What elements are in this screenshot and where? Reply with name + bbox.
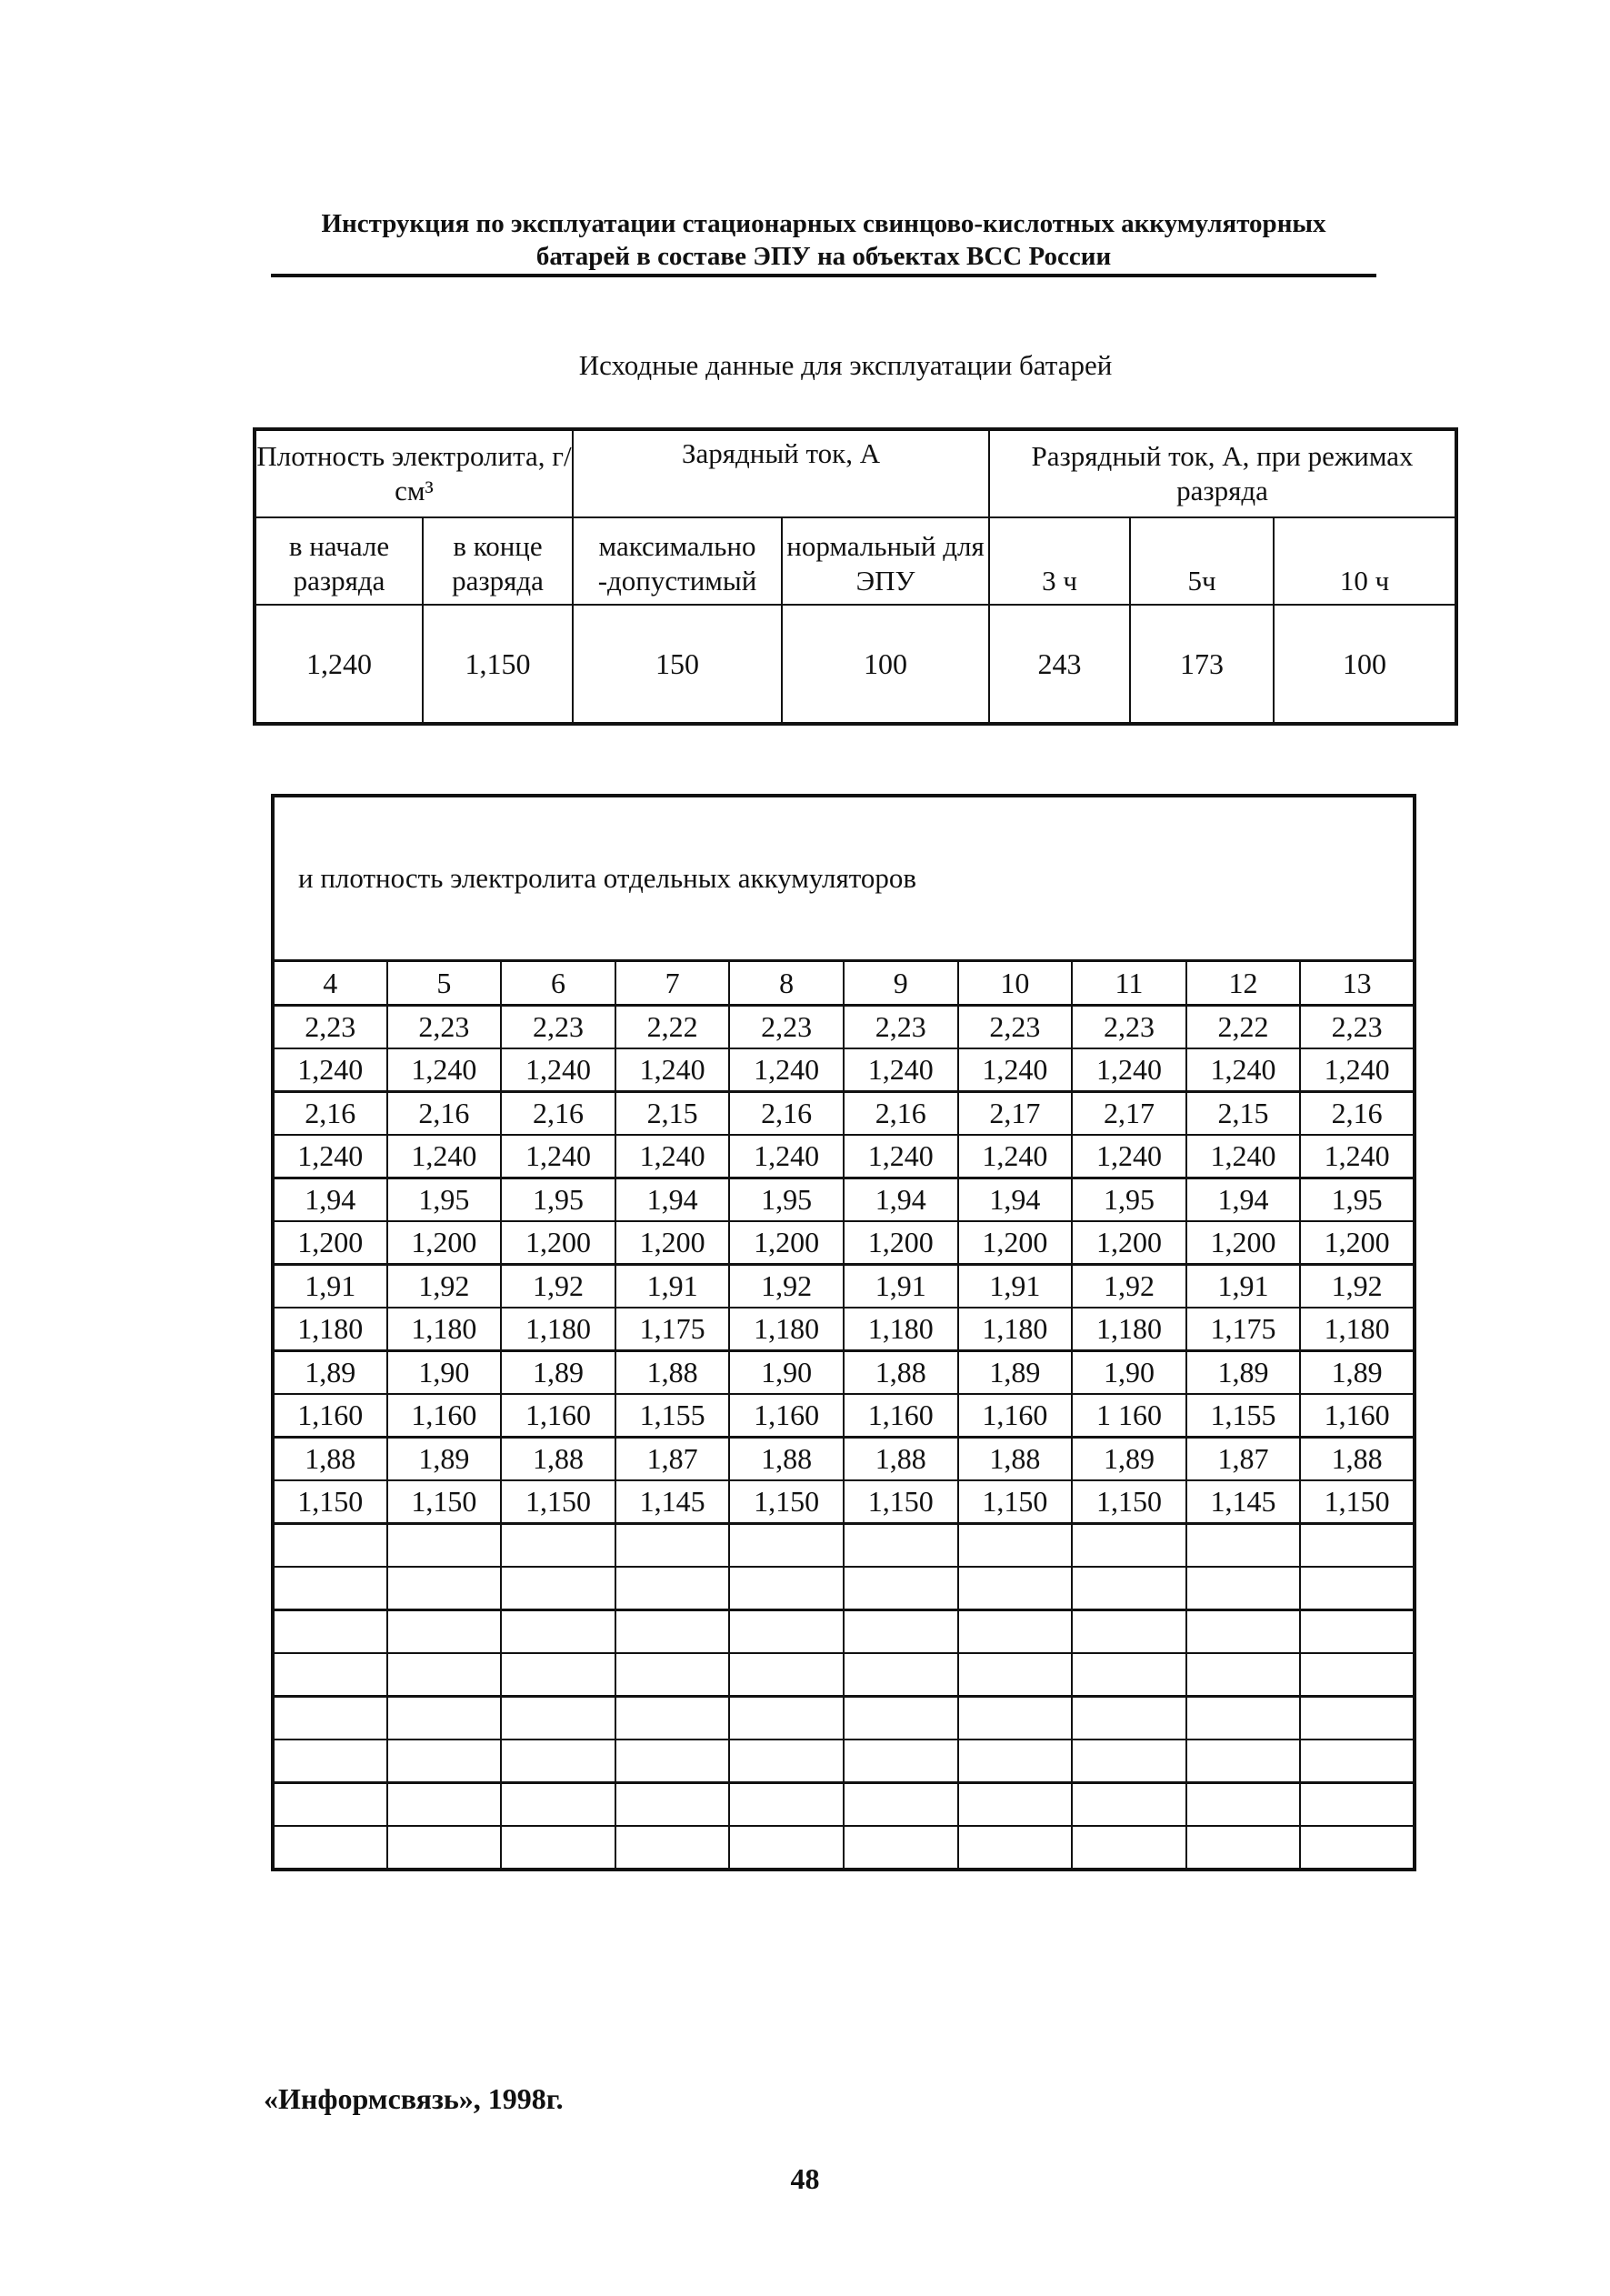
table-cell: 2,23 [501,1006,615,1049]
column-header: 9 [844,961,958,1006]
table-cell: 1,155 [1186,1394,1301,1438]
table-cell: 2,23 [387,1006,502,1049]
voltage-row [273,1351,1415,1395]
table-cell: 1,200 [958,1221,1073,1265]
table-cell: 2,15 [615,1092,730,1136]
table-cell: 1,95 [501,1178,615,1222]
table-cell: 1,240 [844,1048,958,1092]
table-cell: 1,150 [387,1480,502,1524]
table-cell: 1,240 [1072,1048,1186,1092]
header-divider [271,274,1376,277]
table-cell: 1,150 [1072,1480,1186,1524]
sub-header-10h: 10 ч [1274,517,1456,605]
empty-cell [729,1826,844,1870]
empty-row [273,1567,1415,1610]
table-cell: 2,23 [958,1006,1073,1049]
empty-cell [273,1783,387,1827]
sub-header-end: в конце разряда [423,517,573,605]
table-cell: 2,23 [844,1006,958,1049]
table-cell: 1,180 [501,1308,615,1351]
empty-row [273,1610,1415,1654]
density-row [273,1135,1415,1178]
table-cell: 1,89 [1072,1438,1186,1481]
density-row [273,1308,1415,1351]
empty-cell [729,1740,844,1783]
empty-cell [387,1826,502,1870]
table-cell: 1,90 [1072,1351,1186,1395]
empty-cell [615,1653,730,1697]
empty-cell [729,1610,844,1654]
table-cell: 1,240 [615,1048,730,1092]
table-cell: 1,145 [1186,1480,1301,1524]
empty-cell [844,1697,958,1740]
table-cell: 1,89 [273,1351,387,1395]
empty-cell [615,1740,730,1783]
table-cell: 1,240 [958,1048,1073,1092]
empty-cell [844,1783,958,1827]
empty-cell [958,1826,1073,1870]
empty-cell [273,1524,387,1568]
table-cell: 1,240 [387,1135,502,1178]
table-cell: 1,200 [1300,1221,1415,1265]
empty-cell [273,1697,387,1740]
table-cell: 1,150 [844,1480,958,1524]
charge-group-header: Зарядный ток, А [573,429,989,517]
table-cell: 2,16 [729,1092,844,1136]
table-cell: 1,180 [1072,1308,1186,1351]
table-cell: 1,88 [615,1351,730,1395]
empty-cell [729,1567,844,1610]
empty-cell [387,1697,502,1740]
empty-cell [958,1524,1073,1568]
empty-cell [387,1783,502,1827]
table-cell: 1,175 [615,1308,730,1351]
table-cell: 1,95 [1072,1178,1186,1222]
value-density-end: 1,150 [423,605,573,724]
column-header: 4 [273,961,387,1006]
empty-row [273,1740,1415,1783]
value-discharge-10h: 100 [1274,605,1456,724]
table-cell: 1,88 [273,1438,387,1481]
table-cell: 1,160 [1300,1394,1415,1438]
voltage-row [273,1438,1415,1481]
table-cell: 1,88 [844,1438,958,1481]
empty-cell [273,1740,387,1783]
empty-cell [1186,1610,1301,1654]
table-cell: 1,200 [729,1221,844,1265]
table-cell: 1,240 [844,1135,958,1178]
empty-cell [1300,1826,1415,1870]
table-cell: 1,240 [273,1048,387,1092]
table-cell: 1,89 [387,1438,502,1481]
empty-cell [844,1826,958,1870]
table-cell: 1,88 [501,1438,615,1481]
table-cell: 1,92 [729,1265,844,1308]
sub-header-max: максимально -допустимый [573,517,782,605]
table-cell: 1,90 [387,1351,502,1395]
empty-cell [1300,1653,1415,1697]
value-charge-max: 150 [573,605,782,724]
voltage-row [273,1265,1415,1308]
column-header: 13 [1300,961,1415,1006]
column-header: 7 [615,961,730,1006]
table-cell: 1,92 [1072,1265,1186,1308]
value-discharge-5h: 173 [1130,605,1274,724]
table-cell: 2,16 [844,1092,958,1136]
empty-cell [729,1524,844,1568]
empty-cell [1072,1783,1186,1827]
empty-cell [615,1697,730,1740]
header-line-2: батарей в составе ЭПУ на объектах ВСС России [535,242,1112,271]
empty-cell [958,1740,1073,1783]
table-cell: 1,91 [273,1265,387,1308]
empty-cell [501,1740,615,1783]
empty-cell [1186,1826,1301,1870]
table-cell: 1,240 [501,1048,615,1092]
table-cell: 1,91 [958,1265,1073,1308]
empty-cell [844,1653,958,1697]
column-header: 12 [1186,961,1301,1006]
table-cell: 1,160 [844,1394,958,1438]
table-cell: 1,180 [1300,1308,1415,1351]
table-cell: 2,16 [273,1092,387,1136]
table2-caption: и плотность электролита отдельных аккумуляторов [273,796,1415,961]
column-header: 11 [1072,961,1186,1006]
empty-cell [1072,1740,1186,1783]
empty-cell [958,1567,1073,1610]
table-cell: 1,91 [844,1265,958,1308]
table-cell: 1,89 [501,1351,615,1395]
column-header: 5 [387,961,502,1006]
table-cell: 1,240 [615,1135,730,1178]
density-row [273,1221,1415,1265]
empty-cell [387,1740,502,1783]
table-cell: 2,23 [729,1006,844,1049]
table-cell: 1,89 [1300,1351,1415,1395]
empty-row [273,1524,1415,1568]
table-cell: 1,92 [1300,1265,1415,1308]
empty-cell [1300,1567,1415,1610]
empty-cell [615,1524,730,1568]
table-cell: 1,92 [501,1265,615,1308]
page-number: 48 [790,2162,820,2195]
table-cell: 1,240 [1300,1135,1415,1178]
table-cell: 1,94 [615,1178,730,1222]
table-cell: 1,150 [1300,1480,1415,1524]
table-cell: 1,180 [387,1308,502,1351]
table-cell: 1,200 [273,1221,387,1265]
voltage-row [273,1092,1415,1136]
empty-cell [501,1610,615,1654]
empty-cell [729,1697,844,1740]
sub-header-5h: 5ч [1130,517,1274,605]
empty-cell [387,1524,502,1568]
table-cell: 1,200 [1186,1221,1301,1265]
table-cell: 1,150 [501,1480,615,1524]
table-cell: 1,180 [729,1308,844,1351]
empty-row [273,1826,1415,1870]
density-row [273,1480,1415,1524]
table-cell: 1,160 [273,1394,387,1438]
empty-cell [1072,1826,1186,1870]
table-cell: 1,94 [1186,1178,1301,1222]
empty-cell [273,1653,387,1697]
empty-cell [958,1783,1073,1827]
table-cell: 1,240 [729,1135,844,1178]
value-charge-normal: 100 [782,605,989,724]
empty-cell [958,1653,1073,1697]
empty-cell [844,1524,958,1568]
empty-cell [1300,1740,1415,1783]
header-line-1: Инструкция по эксплуатации стационарных свинцово-кислотных аккумуляторных [321,209,1326,238]
table-cell: 1,94 [958,1178,1073,1222]
value-density-start: 1,240 [255,605,423,724]
table1-caption: Исходные данные для эксплуатации батарей [578,349,1113,381]
empty-cell [958,1610,1073,1654]
value-discharge-3h: 243 [989,605,1130,724]
table-cell: 2,23 [1072,1006,1186,1049]
empty-cell [1072,1653,1186,1697]
empty-cell [1186,1653,1301,1697]
table-cell: 1,240 [958,1135,1073,1178]
empty-row [273,1697,1415,1740]
empty-cell [844,1740,958,1783]
empty-cell [1072,1610,1186,1654]
empty-cell [615,1567,730,1610]
empty-cell [615,1826,730,1870]
empty-cell [1300,1524,1415,1568]
document-header [273,207,1375,273]
table-cell: 1,89 [1186,1351,1301,1395]
empty-cell [729,1783,844,1827]
table-cell: 1,150 [273,1480,387,1524]
table-cell: 1,240 [501,1135,615,1178]
empty-cell [729,1653,844,1697]
empty-cell [501,1567,615,1610]
density-row [273,1394,1415,1438]
table-cell: 1,200 [615,1221,730,1265]
table-cell: 1,240 [273,1135,387,1178]
table-cell: 1,160 [729,1394,844,1438]
table-cell: 1,87 [1186,1438,1301,1481]
sub-header-normal: нормальный для ЭПУ [782,517,989,605]
table-cell: 1,180 [273,1308,387,1351]
table-cell: 1,92 [387,1265,502,1308]
empty-cell [615,1610,730,1654]
table-cell: 1,88 [729,1438,844,1481]
column-header: 10 [958,961,1073,1006]
table-cell: 2,23 [273,1006,387,1049]
table-cell: 1,200 [501,1221,615,1265]
table-cell: 1,200 [387,1221,502,1265]
empty-cell [387,1567,502,1610]
table-cell: 1,200 [844,1221,958,1265]
table-cell: 1,95 [729,1178,844,1222]
sub-header-start: в начале разряда [255,517,423,605]
empty-cell [844,1610,958,1654]
column-header: 6 [501,961,615,1006]
table-cell: 2,16 [387,1092,502,1136]
table-cell: 1,90 [729,1351,844,1395]
empty-row [273,1783,1415,1827]
table-cell: 1,95 [387,1178,502,1222]
table-cell: 1 160 [1072,1394,1186,1438]
table-cell: 1,180 [958,1308,1073,1351]
empty-cell [387,1610,502,1654]
table-cell: 1,88 [1300,1438,1415,1481]
empty-cell [958,1697,1073,1740]
accumulator-readings-table [271,794,1416,1871]
empty-cell [844,1567,958,1610]
table-cell: 1,180 [844,1308,958,1351]
table-cell: 2,17 [1072,1092,1186,1136]
table-cell: 1,91 [1186,1265,1301,1308]
table-cell: 1,95 [1300,1178,1415,1222]
empty-cell [273,1567,387,1610]
density-group-header: Плотность электролита, г/см³ [255,429,573,517]
table-cell: 1,240 [729,1048,844,1092]
table-cell: 2,17 [958,1092,1073,1136]
empty-cell [1300,1610,1415,1654]
empty-cell [273,1826,387,1870]
table-cell: 2,15 [1186,1092,1301,1136]
empty-cell [1072,1567,1186,1610]
table-cell: 1,145 [615,1480,730,1524]
table-cell: 1,94 [273,1178,387,1222]
empty-cell [387,1653,502,1697]
table-cell: 1,240 [1186,1135,1301,1178]
table-cell: 1,240 [1186,1048,1301,1092]
table-cell: 1,160 [501,1394,615,1438]
table-cell: 1,91 [615,1265,730,1308]
table-cell: 1,87 [615,1438,730,1481]
empty-cell [1300,1697,1415,1740]
empty-cell [1186,1567,1301,1610]
table-cell: 1,89 [958,1351,1073,1395]
table-cell: 2,16 [501,1092,615,1136]
empty-cell [501,1783,615,1827]
table-cell: 2,22 [615,1006,730,1049]
table-cell: 1,160 [387,1394,502,1438]
table-cell: 1,94 [844,1178,958,1222]
table-cell: 1,150 [729,1480,844,1524]
empty-cell [501,1697,615,1740]
empty-cell [1300,1783,1415,1827]
column-header: 8 [729,961,844,1006]
voltage-row [273,1178,1415,1222]
table-cell: 2,16 [1300,1092,1415,1136]
publisher-footer: «Информсвязь», 1998г. [264,2082,564,2115]
density-row [273,1048,1415,1092]
empty-cell [1072,1524,1186,1568]
table-cell: 1,240 [387,1048,502,1092]
empty-cell [501,1524,615,1568]
empty-row [273,1653,1415,1697]
table-cell: 1,88 [844,1351,958,1395]
empty-cell [1186,1783,1301,1827]
table-cell: 2,22 [1186,1006,1301,1049]
initial-data-table [253,427,1458,726]
table-cell: 2,23 [1300,1006,1415,1049]
voltage-row [273,1006,1415,1049]
table-cell: 1,240 [1072,1135,1186,1178]
empty-cell [1186,1697,1301,1740]
empty-cell [615,1783,730,1827]
empty-cell [1186,1740,1301,1783]
empty-cell [1072,1697,1186,1740]
table-cell: 1,240 [1300,1048,1415,1092]
table-cell: 1,175 [1186,1308,1301,1351]
empty-cell [273,1610,387,1654]
table-cell: 1,200 [1072,1221,1186,1265]
empty-cell [501,1826,615,1870]
empty-cell [1186,1524,1301,1568]
empty-cell [501,1653,615,1697]
sub-header-3h: 3 ч [989,517,1130,605]
discharge-group-header: Разрядный ток, А, при режимах разряда [989,429,1456,517]
table-cell: 1,150 [958,1480,1073,1524]
table-cell: 1,155 [615,1394,730,1438]
table-cell: 1,88 [958,1438,1073,1481]
table-cell: 1,160 [958,1394,1073,1438]
